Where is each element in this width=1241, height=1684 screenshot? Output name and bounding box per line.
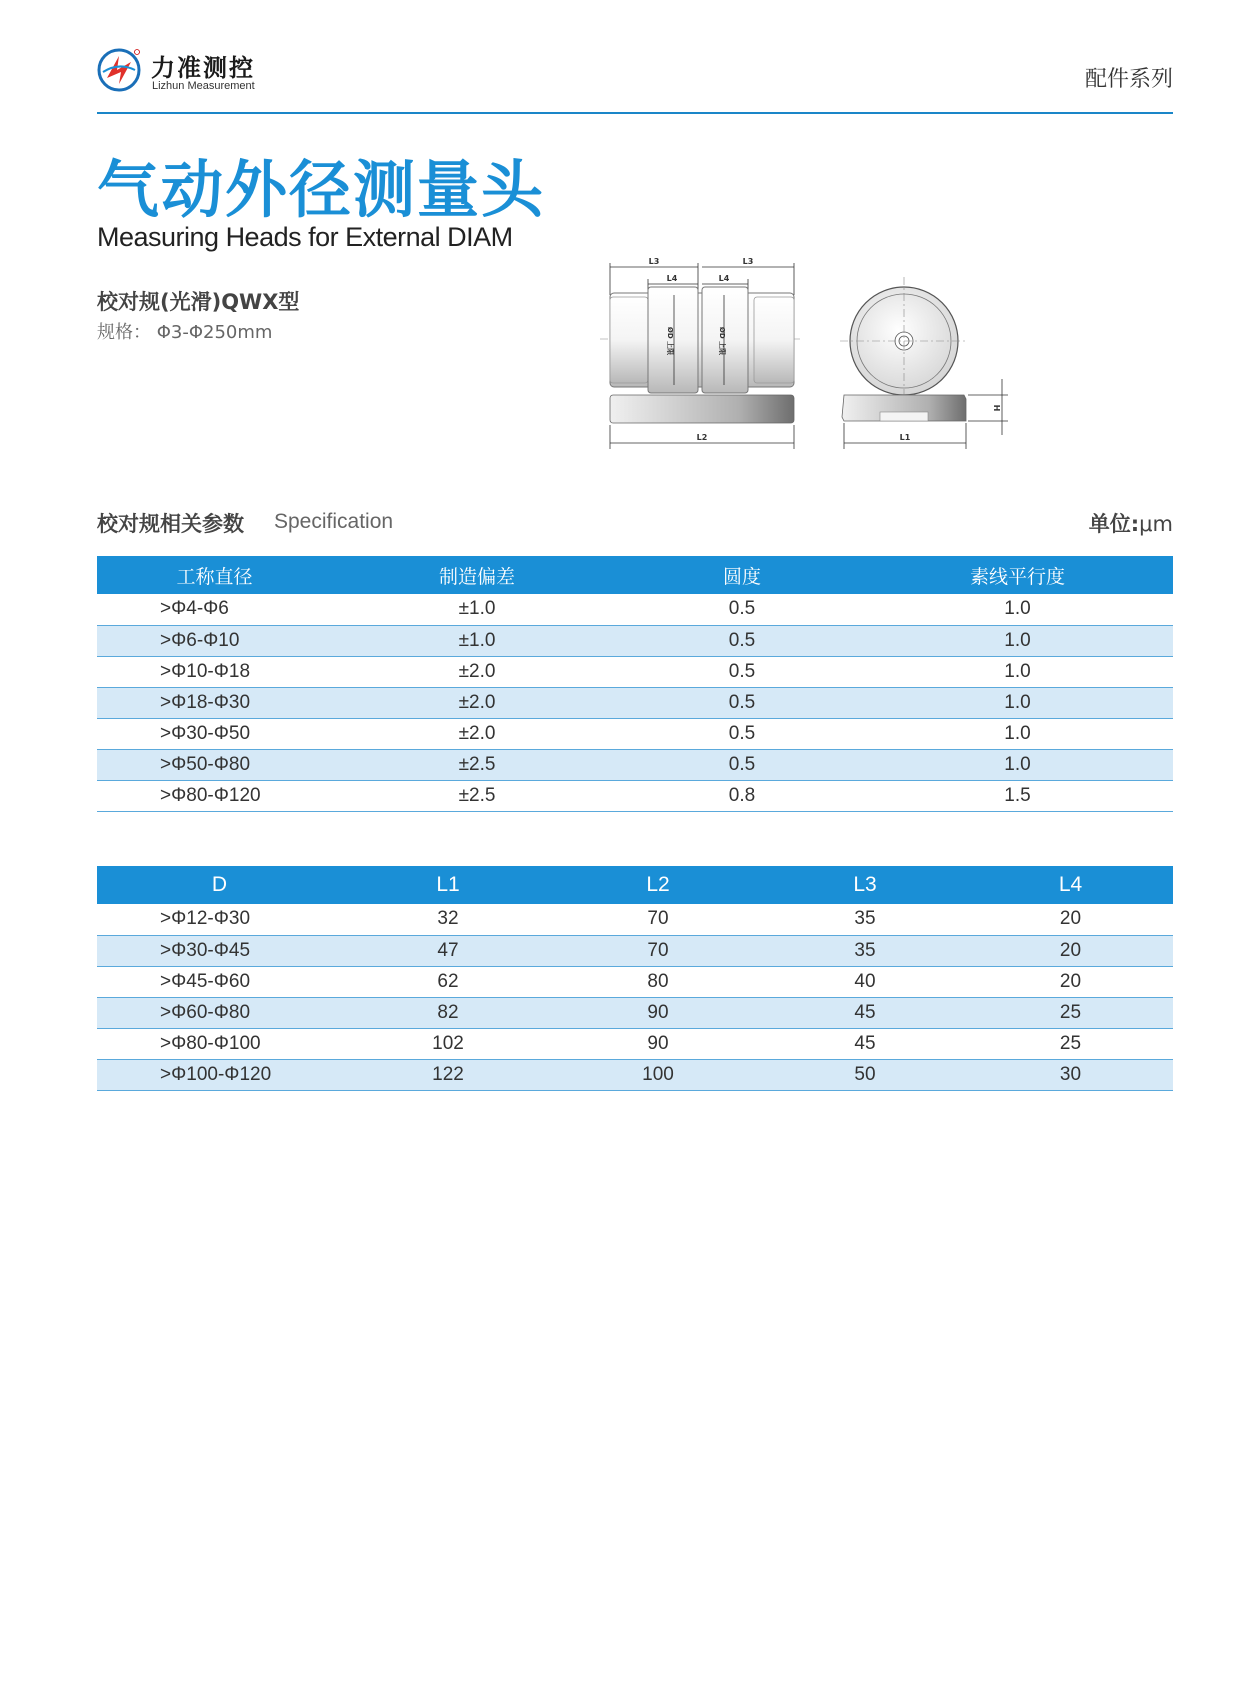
col-header-l4: L4 bbox=[968, 866, 1173, 904]
table-row bbox=[97, 966, 1173, 997]
gauge-base bbox=[610, 395, 794, 423]
dim-h-label: H bbox=[992, 404, 1001, 412]
table-cell: 20 bbox=[968, 966, 1173, 997]
table-cell: 1.0 bbox=[862, 749, 1173, 780]
dim-dia-label-right: ØD 上限 bbox=[718, 326, 726, 356]
table-cell: >Φ4-Φ6 bbox=[97, 594, 332, 625]
table-cell: ±1.0 bbox=[332, 625, 622, 656]
table-cell: 122 bbox=[342, 1059, 554, 1090]
table-row bbox=[97, 625, 1173, 656]
table-cell: 1.0 bbox=[862, 687, 1173, 718]
table-cell: 25 bbox=[968, 1028, 1173, 1059]
unit-indicator bbox=[1089, 508, 1173, 538]
table-cell: 20 bbox=[968, 935, 1173, 966]
dim-l4-left-label: L4 bbox=[666, 274, 678, 283]
table-cell: 100 bbox=[554, 1059, 762, 1090]
table-row bbox=[97, 780, 1173, 811]
table-cell: 40 bbox=[762, 966, 968, 997]
spec-section-title-en: Specification bbox=[274, 510, 394, 533]
brand-name-en: Lizhun Measurement bbox=[152, 80, 255, 92]
table-cell: ±2.5 bbox=[332, 780, 622, 811]
table-cell: ±2.0 bbox=[332, 718, 622, 749]
table-cell: 50 bbox=[762, 1059, 968, 1090]
unit-value: μm bbox=[1139, 512, 1173, 536]
dim-l3-left-label: L3 bbox=[648, 257, 660, 266]
product-name: 校对规(光滑)QWX型 bbox=[97, 290, 300, 314]
table-row bbox=[97, 749, 1173, 780]
dim-l2-label: L2 bbox=[696, 433, 708, 442]
table-cell: 62 bbox=[342, 966, 554, 997]
header-divider bbox=[97, 112, 1173, 114]
brand-name-cn: 力准测控 bbox=[151, 54, 255, 82]
col-header-manufacturing-deviation: 制造偏差 bbox=[332, 556, 622, 594]
table-row bbox=[97, 904, 1173, 935]
table-cell: >Φ50-Φ80 bbox=[97, 749, 332, 780]
table-row bbox=[97, 935, 1173, 966]
table-cell: 0.5 bbox=[622, 656, 862, 687]
table-cell: >Φ12-Φ30 bbox=[97, 904, 342, 935]
table-cell: 45 bbox=[762, 1028, 968, 1059]
table-cell: 0.8 bbox=[622, 780, 862, 811]
table-row bbox=[97, 718, 1173, 749]
table-cell: ±2.0 bbox=[332, 687, 622, 718]
table-cell: 1.0 bbox=[862, 718, 1173, 749]
table-cell: 25 bbox=[968, 997, 1173, 1028]
col-header-l3: L3 bbox=[762, 866, 968, 904]
table-row bbox=[97, 594, 1173, 625]
dim-dia-label-left: ØD 上限 bbox=[666, 326, 674, 356]
table-cell: 47 bbox=[342, 935, 554, 966]
table-cell: ±1.0 bbox=[332, 594, 622, 625]
technical-drawing bbox=[600, 255, 1040, 485]
dimension-table bbox=[97, 866, 1173, 1091]
table-cell: >Φ10-Φ18 bbox=[97, 656, 332, 687]
table-cell: >Φ100-Φ120 bbox=[97, 1059, 342, 1090]
table-row bbox=[97, 1028, 1173, 1059]
table-cell: 30 bbox=[968, 1059, 1173, 1090]
spec-range: 规格： Φ3-Φ250mm bbox=[97, 322, 273, 343]
table-cell: 0.5 bbox=[622, 687, 862, 718]
table-cell: 35 bbox=[762, 935, 968, 966]
table-cell: 45 bbox=[762, 997, 968, 1028]
table-cell: 0.5 bbox=[622, 594, 862, 625]
table-cell: 0.5 bbox=[622, 718, 862, 749]
table-cell: >Φ30-Φ50 bbox=[97, 718, 332, 749]
dim-l1-label: L1 bbox=[899, 433, 911, 442]
table-cell: 1.0 bbox=[862, 625, 1173, 656]
table-cell: 90 bbox=[554, 1028, 762, 1059]
dim-l3-right-label: L3 bbox=[742, 257, 754, 266]
col-header-l2: L2 bbox=[554, 866, 762, 904]
table-row bbox=[97, 1059, 1173, 1090]
col-header-parallelism: 素线平行度 bbox=[862, 556, 1173, 594]
table-cell: 1.5 bbox=[862, 780, 1173, 811]
table-cell: 90 bbox=[554, 997, 762, 1028]
page-subtitle: Measuring Heads for External DIAM bbox=[97, 222, 513, 252]
table-cell: ±2.0 bbox=[332, 656, 622, 687]
table-cell: >Φ30-Φ45 bbox=[97, 935, 342, 966]
table-cell: 0.5 bbox=[622, 749, 862, 780]
table-cell: 1.0 bbox=[862, 594, 1173, 625]
table-cell: 0.5 bbox=[622, 625, 862, 656]
table-cell: 70 bbox=[554, 935, 762, 966]
spec-section-title: 校对规相关参数 bbox=[97, 512, 244, 536]
table-cell: >Φ80-Φ100 bbox=[97, 1028, 342, 1059]
unit-label: 单位: bbox=[1088, 512, 1140, 536]
table-row bbox=[97, 656, 1173, 687]
table-row bbox=[97, 687, 1173, 718]
table-cell: 20 bbox=[968, 904, 1173, 935]
table-cell: >Φ18-Φ30 bbox=[97, 687, 332, 718]
col-header-l1: L1 bbox=[342, 866, 554, 904]
table-cell: >Φ6-Φ10 bbox=[97, 625, 332, 656]
series-label: 配件系列 bbox=[1084, 67, 1173, 92]
page-header bbox=[97, 44, 1173, 116]
table-cell: >Φ60-Φ80 bbox=[97, 997, 342, 1028]
table-cell: 70 bbox=[554, 904, 762, 935]
table-cell: 80 bbox=[554, 966, 762, 997]
col-header-roundness: 圆度 bbox=[622, 556, 862, 594]
col-header-nominal-diameter: 工称直径 bbox=[97, 556, 332, 594]
table-cell: >Φ45-Φ60 bbox=[97, 966, 342, 997]
page-title: 气动外径测量头 bbox=[97, 153, 546, 226]
table-cell: >Φ80-Φ120 bbox=[97, 780, 332, 811]
table-cell: 32 bbox=[342, 904, 554, 935]
table-cell: 35 bbox=[762, 904, 968, 935]
table-cell: 82 bbox=[342, 997, 554, 1028]
table-row bbox=[97, 997, 1173, 1028]
col-header-d: D bbox=[97, 866, 342, 904]
table-cell: 102 bbox=[342, 1028, 554, 1059]
table-cell: 1.0 bbox=[862, 656, 1173, 687]
dim-l4-right-label: L4 bbox=[718, 274, 730, 283]
table-header-row bbox=[97, 866, 1173, 904]
table-header-row bbox=[97, 556, 1173, 594]
tolerance-table bbox=[97, 556, 1173, 812]
lizhun-logo-icon bbox=[97, 48, 141, 92]
table-cell: ±2.5 bbox=[332, 749, 622, 780]
